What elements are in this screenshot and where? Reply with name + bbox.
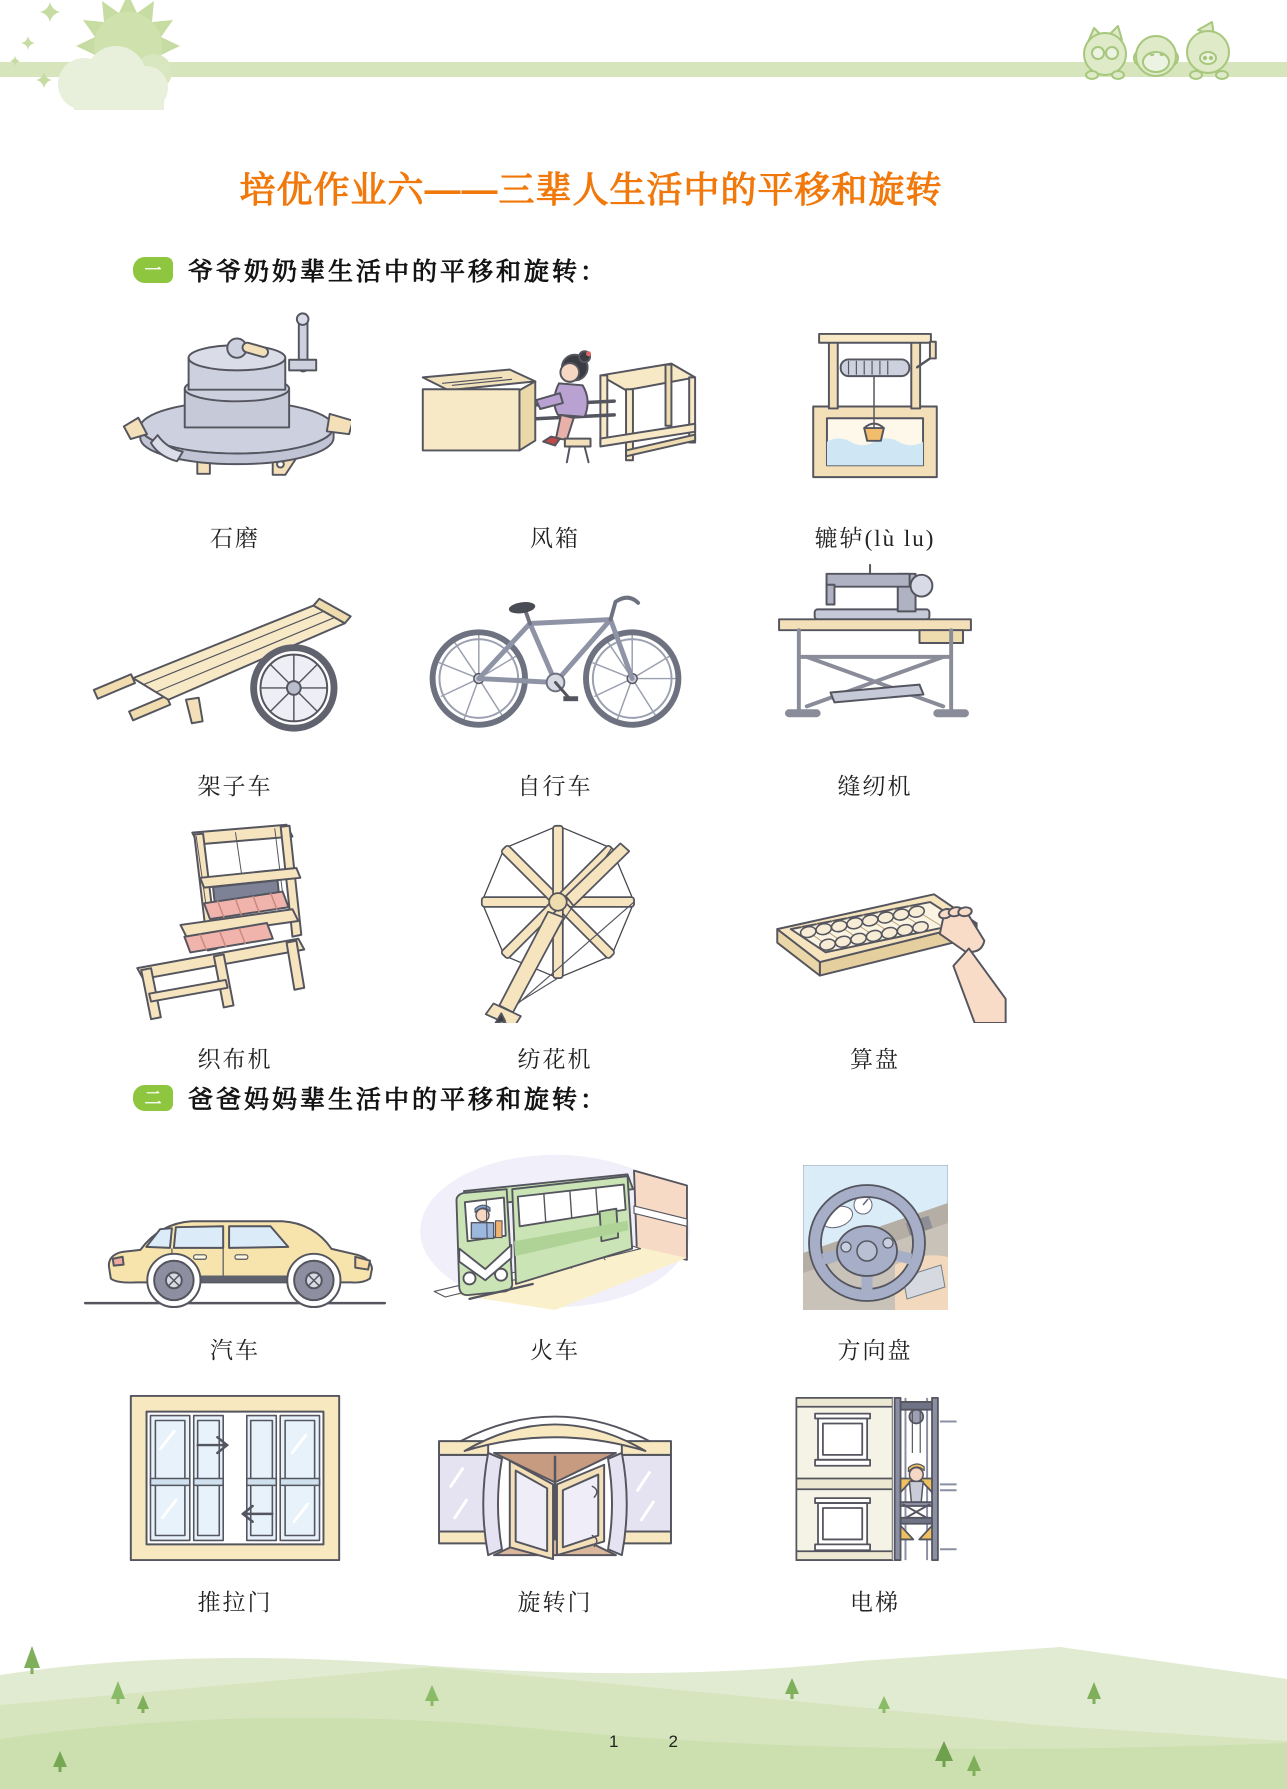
star-icon: [10, 56, 20, 66]
spinning-wheel-illustration: [441, 818, 669, 1023]
section-2-heading-text: 爸爸妈妈辈生活中的平移和旋转：: [188, 1086, 609, 1114]
item-label: 电梯: [850, 1590, 900, 1615]
footer-hills: [0, 1639, 1287, 1789]
figure-abacus: [715, 818, 1035, 1074]
bellows-illustration: [405, 334, 705, 482]
section-2-badge: 二: [133, 1085, 173, 1111]
grid-row-4: [75, 1152, 1035, 1365]
item-label: 架子车: [197, 774, 273, 799]
grid-row-5: [75, 1392, 1035, 1617]
star-icon: [40, 2, 60, 22]
elevator-illustration: [793, 1392, 958, 1564]
section-2-heading: [133, 1082, 608, 1114]
bicycle-illustration: [408, 568, 703, 736]
figure-steering-wheel: [715, 1152, 1035, 1365]
sliding-door-illustration: [126, 1392, 344, 1564]
figure-spinning-wheel: [395, 818, 715, 1074]
star-icon: [21, 36, 35, 50]
figure-bicycle: [395, 556, 715, 801]
item-label: 汽车: [210, 1338, 260, 1363]
item-label: 旋转门: [517, 1590, 593, 1615]
figure-stone-mill: [75, 296, 395, 553]
revolving-door-illustration: [435, 1392, 675, 1564]
steering-wheel-illustration: [803, 1165, 948, 1310]
page-number-right: 2: [668, 1732, 678, 1751]
item-label: 方向盘: [837, 1338, 913, 1363]
section-1-heading: [133, 254, 608, 286]
item-label: 火车: [530, 1338, 580, 1363]
item-label: 算盘: [850, 1047, 900, 1072]
sewing-machine-illustration: [771, 558, 979, 736]
page-numbers: [0, 1732, 1287, 1752]
loom-illustration: [98, 820, 373, 1023]
figure-sliding-door: [75, 1392, 395, 1617]
figure-well-windlass: [715, 296, 1035, 553]
figure-revolving-door: [395, 1392, 715, 1617]
item-label: 自行车: [517, 774, 593, 799]
item-label: 纺花机: [517, 1047, 593, 1072]
figure-loom: [75, 818, 395, 1074]
sun-cloud-decoration: [6, 0, 201, 112]
mascot-animals-decoration: [1078, 20, 1240, 80]
item-label: 辘轳(lù lu): [814, 526, 936, 551]
page-number-left: 1: [609, 1732, 619, 1751]
figure-train: [395, 1152, 715, 1365]
page-title: 培优作业六——三辈人生活中的平移和旋转: [239, 169, 943, 210]
train-illustration: [415, 1152, 695, 1310]
item-label: 石磨: [210, 526, 260, 551]
handcart-illustration: [85, 584, 385, 736]
grid-row-3: [75, 818, 1035, 1074]
item-label: 风箱: [530, 526, 580, 551]
figure-bellows: [395, 296, 715, 553]
grid-row-2: [75, 556, 1035, 801]
item-label: 织布机: [197, 1047, 273, 1072]
figure-handcart: [75, 556, 395, 801]
abacus-illustration: [741, 873, 1009, 1023]
figure-sewing-machine: [715, 556, 1035, 801]
figure-car: [75, 1152, 395, 1365]
car-illustration: [75, 1172, 395, 1310]
well-windlass-illustration: [799, 330, 951, 482]
section-1-badge: 一: [133, 257, 173, 283]
grid-row-1: [75, 296, 1035, 553]
section-1-heading-text: 爷爷奶奶辈生活中的平移和旋转：: [188, 258, 609, 286]
figure-elevator: [715, 1392, 1035, 1617]
item-label: 缝纫机: [837, 774, 913, 799]
item-label: 推拉门: [197, 1590, 273, 1615]
star-icon: [36, 72, 52, 88]
stone-mill-illustration: [119, 310, 351, 482]
